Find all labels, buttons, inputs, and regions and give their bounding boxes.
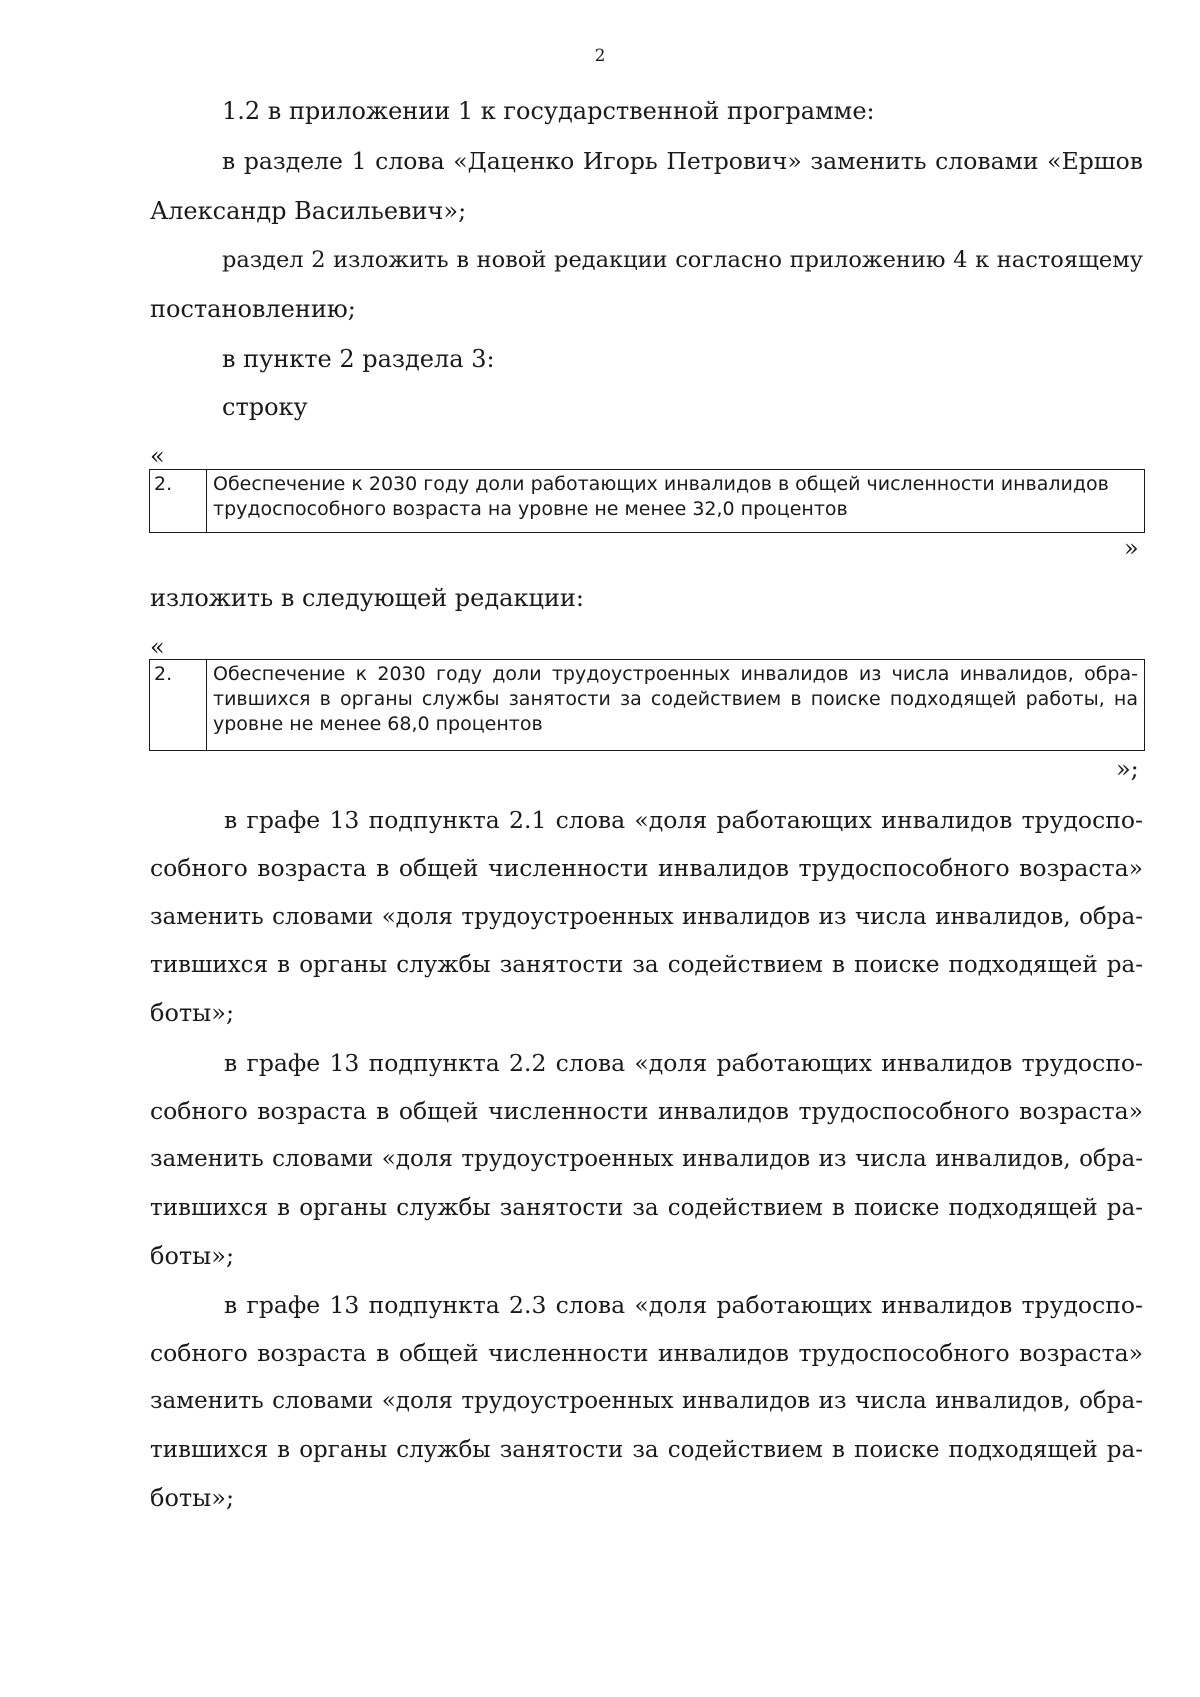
paragraph-line: в графе 13 подпункта 2.1 слова «доля работающих инвалидов трудоспо- [224, 806, 1143, 834]
section2-line2: постановлению; [150, 295, 356, 323]
paragraph-line: собного возраста в общей численности инвалидов трудоспособного возраста» [150, 1339, 1143, 1367]
old-row-number: 2. [150, 470, 207, 532]
old-row-text-line: Обеспечение к 2030 году доли работающих инвалидов в общей численности инвалидов [213, 473, 1109, 495]
new-row-text-line: тившихся в органы службы занятости за содействием в поиске подходящей работы, на [213, 688, 1138, 710]
paragraph-line: собного возраста в общей численности инвалидов трудоспособного возраста» [150, 854, 1143, 882]
new-row-text [207, 660, 1144, 750]
point2-line: в пункте 2 раздела 3: [222, 345, 495, 373]
paragraph-line: боты»; [150, 999, 235, 1027]
paragraph-line: собного возраста в общей численности инвалидов трудоспособного возраста» [150, 1097, 1143, 1125]
paragraph-line: заменить словами «доля трудоустроенных инвалидов из числа инвалидов, обра- [150, 1388, 1143, 1414]
paragraph-line: боты»; [150, 1484, 235, 1512]
section2-line1: раздел 2 изложить в новой редакции согласно приложению 4 к настоящему [222, 247, 1143, 273]
paragraph-line: тившихся в органы службы занятости за содействием в поиске подходящей ра- [150, 1437, 1143, 1463]
paragraph-line: тившихся в органы службы занятости за содействием в поиске подходящей ра- [150, 952, 1143, 978]
new-row-text-line: Обеспечение к 2030 году доли трудоустроенных инвалидов из числа инвалидов, обра- [213, 663, 1138, 685]
old-row-close-quote: » [1124, 534, 1139, 562]
section1-line1: в разделе 1 слова «Даценко Игорь Петрович» заменить словами «Ершов [222, 147, 1143, 175]
paragraph-line: заменить словами «доля трудоустроенных инвалидов из числа инвалидов, обра- [150, 1146, 1143, 1172]
item-heading: 1.2 в приложении 1 к государственной программе: [222, 97, 875, 125]
old-row-text-line: трудоспособного возраста на уровне не менее 32,0 процентов [213, 498, 848, 520]
old-row-text [207, 470, 1144, 532]
paragraph-line: тившихся в органы службы занятости за содействием в поиске подходящей ра- [150, 1195, 1143, 1221]
new-row-number: 2. [150, 660, 207, 750]
old-row-open-quote: « [150, 442, 165, 470]
new-row-table [149, 659, 1145, 751]
paragraph-line: в графе 13 подпункта 2.2 слова «доля работающих инвалидов трудоспо- [224, 1049, 1143, 1077]
old-row-table [149, 469, 1145, 533]
paragraph-line: боты»; [150, 1242, 235, 1270]
paragraph-line: в графе 13 подпункта 2.3 слова «доля работающих инвалидов трудоспо- [224, 1291, 1143, 1319]
row-word: строку [222, 393, 308, 421]
new-row-open-quote: « [150, 633, 165, 661]
paragraph-line: заменить словами «доля трудоустроенных инвалидов из числа инвалидов, обра- [150, 904, 1143, 930]
section1-line2: Александр Васильевич»; [150, 197, 467, 225]
page-number: 2 [594, 46, 606, 66]
new-row-text-line: уровне не менее 68,0 процентов [213, 713, 543, 735]
new-row-close-quote: »; [1116, 755, 1139, 783]
replace-phrase: изложить в следующей редакции: [150, 584, 584, 612]
